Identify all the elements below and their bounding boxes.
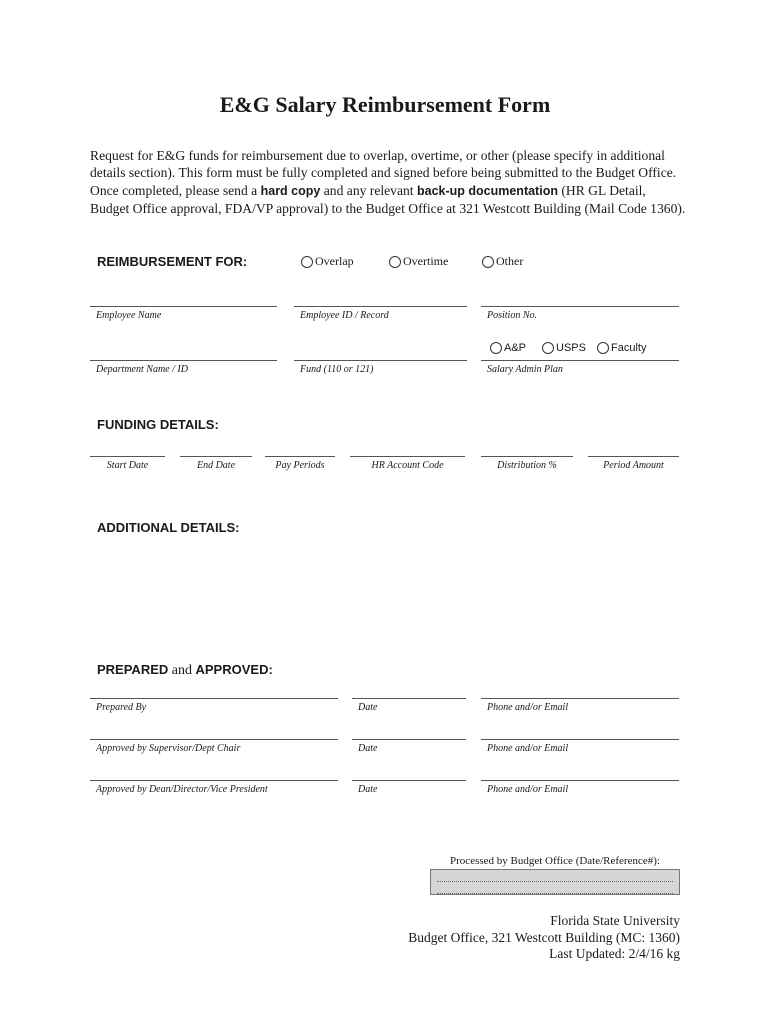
prepared-contact-field[interactable]	[481, 698, 679, 713]
salary-admin-plan-field	[481, 360, 679, 375]
signature-line	[352, 780, 466, 781]
signature-line	[352, 739, 466, 740]
overtime-radio[interactable]	[389, 254, 448, 269]
employee-name-label: Employee Name	[96, 310, 162, 321]
date-label: Date	[358, 784, 378, 795]
intro-line-2: details section). This form must be fully completed and signed before being submitted to the Budget Office.	[90, 165, 677, 181]
signature-line	[481, 456, 573, 457]
other-radio[interactable]	[482, 254, 523, 269]
signature-line	[481, 698, 679, 699]
start-date-field[interactable]	[90, 456, 165, 471]
hr-account-code-label: HR Account Code	[371, 460, 444, 471]
radio-circle-icon	[542, 342, 554, 354]
signature-line	[90, 698, 338, 699]
backup-doc-emphasis: back-up documentation	[416, 183, 558, 198]
employee-id-label: Employee ID / Record	[300, 310, 389, 321]
intro-line-1: Request for E&G funds for reimbursement due to overlap, overtime, or other (please specify in additional	[90, 148, 665, 163]
hard-copy-emphasis: hard copy	[260, 183, 321, 198]
signature-line	[265, 456, 335, 457]
signature-line	[90, 306, 277, 307]
additional-heading: ADDITIONAL DETAILS:	[97, 520, 240, 535]
last-updated: Last Updated: 2/4/16 kg	[549, 946, 680, 961]
signature-line	[481, 780, 679, 781]
distribution-label: Distribution %	[497, 460, 557, 471]
overlap-radio[interactable]	[301, 254, 354, 269]
intro-paragraph	[90, 147, 690, 218]
other-label: Other	[496, 254, 524, 268]
supervisor-date-field[interactable]	[352, 739, 466, 754]
contact-label: Phone and/or Email	[487, 743, 569, 754]
signature-line	[481, 360, 679, 361]
contact-label: Phone and/or Email	[487, 784, 569, 795]
dean-approval-field[interactable]	[90, 780, 338, 795]
usps-radio[interactable]	[542, 342, 586, 354]
reimbursement-heading: REIMBURSEMENT FOR:	[97, 254, 248, 269]
pay-periods-label: Pay Periods	[275, 460, 325, 471]
radio-circle-icon	[597, 342, 609, 354]
faculty-label: Faculty	[611, 342, 647, 354]
signature-line	[294, 360, 467, 361]
salary-admin-plan-label: Salary Admin Plan	[487, 364, 563, 375]
position-no-field[interactable]	[481, 306, 679, 321]
prepared-word: PREPARED	[97, 662, 169, 677]
contact-label: Phone and/or Email	[487, 702, 569, 713]
signature-line	[90, 456, 165, 457]
overlap-label: Overlap	[315, 254, 354, 268]
intro-text: (HR GL Detail,	[557, 182, 646, 198]
radio-circle-icon	[490, 342, 502, 354]
start-date-label: Start Date	[106, 460, 149, 471]
intro-text: and any relevant	[320, 182, 417, 198]
signature-line	[90, 360, 277, 361]
signature-line	[481, 306, 679, 307]
dotted-line	[437, 872, 673, 882]
prepared-by-field[interactable]	[90, 698, 338, 713]
fund-field[interactable]	[294, 360, 467, 375]
approved-word: APPROVED:	[195, 662, 273, 677]
signature-line	[180, 456, 252, 457]
signature-line	[352, 698, 466, 699]
dean-approval-label: Approved by Dean/Director/Vice President	[96, 784, 268, 795]
period-amount-field[interactable]	[588, 456, 679, 471]
and-word: and	[168, 663, 196, 678]
distribution-field[interactable]	[481, 456, 573, 471]
radio-circle-icon	[389, 256, 401, 268]
prepared-by-label: Prepared By	[96, 702, 147, 713]
funding-heading: FUNDING DETAILS:	[97, 417, 219, 432]
overtime-label: Overtime	[403, 254, 449, 268]
prepared-date-field[interactable]	[352, 698, 466, 713]
hr-account-code-field[interactable]	[350, 456, 465, 471]
date-label: Date	[358, 743, 378, 754]
date-label: Date	[358, 702, 378, 713]
pay-periods-field[interactable]	[265, 456, 335, 471]
footer-block	[408, 913, 680, 963]
dean-contact-field[interactable]	[481, 780, 679, 795]
signature-line	[588, 456, 679, 457]
radio-circle-icon	[301, 256, 313, 268]
end-date-label: End Date	[196, 460, 236, 471]
signature-line	[350, 456, 465, 457]
dotted-line	[437, 884, 673, 894]
employee-id-field[interactable]	[294, 306, 467, 321]
intro-text: Once completed, please send a	[90, 182, 261, 198]
employee-name-field[interactable]	[90, 306, 277, 321]
processed-label: Processed by Budget Office (Date/Reference#):	[450, 855, 660, 867]
signature-line	[294, 306, 467, 307]
signature-line	[481, 739, 679, 740]
supervisor-approval-label: Approved by Supervisor/Dept Chair	[96, 743, 241, 754]
signature-line	[90, 780, 338, 781]
prepared-heading	[97, 662, 273, 679]
intro-line-4: Budget Office approval, FDA/VP approval) to the Budget Office at 321 Westcott Building (Mail Code 1360).	[90, 201, 686, 217]
period-amount-label: Period Amount	[603, 460, 664, 471]
position-no-label: Position No.	[487, 310, 538, 321]
ap-radio[interactable]	[490, 342, 526, 354]
supervisor-approval-field[interactable]	[90, 739, 338, 754]
intro-line-3	[90, 182, 690, 200]
dean-date-field[interactable]	[352, 780, 466, 795]
radio-circle-icon	[482, 256, 494, 268]
usps-label: USPS	[556, 342, 586, 354]
form-title: E&G Salary Reimbursement Form	[219, 92, 551, 117]
processed-reference-input[interactable]	[430, 869, 680, 895]
department-field[interactable]	[90, 360, 277, 375]
ap-label: A&P	[504, 342, 527, 354]
supervisor-contact-field[interactable]	[481, 739, 679, 754]
signature-line	[90, 739, 338, 740]
fund-label: Fund (110 or 121)	[300, 364, 374, 375]
department-label: Department Name / ID	[96, 364, 188, 375]
end-date-field[interactable]	[180, 456, 252, 471]
university-name: Florida State University	[550, 913, 680, 928]
faculty-radio[interactable]	[597, 342, 646, 354]
office-address: Budget Office, 321 Westcott Building (MC: 1360)	[408, 929, 680, 945]
